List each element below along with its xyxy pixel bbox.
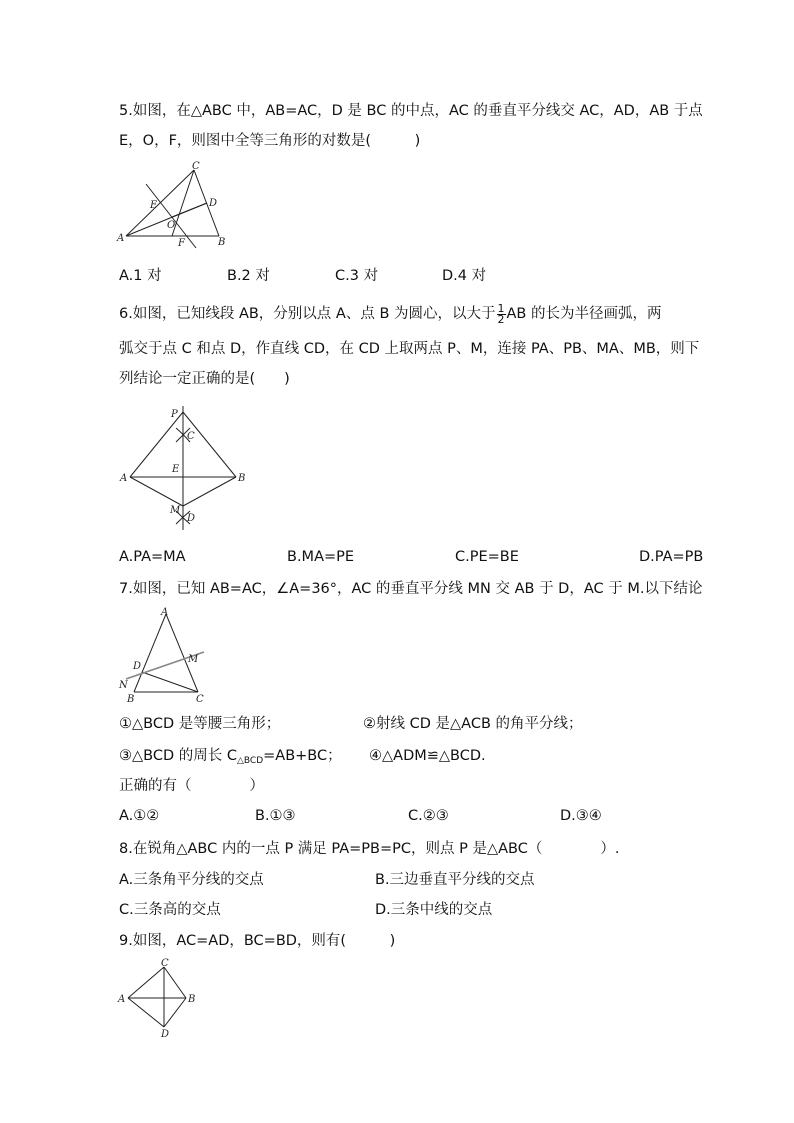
q6-label-c: C [187, 431, 195, 442]
q6-text-pre: 6.如图，已知线段 AB，分别以点 A、点 B 为圆心，以大于 [119, 306, 496, 322]
q6-text-line-1 [119, 303, 662, 325]
q5-perpendicular-bisector [146, 184, 196, 248]
q7-s3-post: =AB+BC； [263, 748, 342, 764]
q9-label-d: D [161, 1029, 170, 1040]
q5-option-a[interactable]: A.1 对 [119, 268, 162, 284]
q7-statement-2: ②射线 CD 是△ACB 的角平分线； [363, 716, 583, 732]
q5-label-o: O [167, 220, 176, 231]
q5-option-b[interactable]: B.2 对 [227, 268, 270, 284]
q7-option-c[interactable]: C.②③ [408, 808, 449, 824]
q6-label-e: E [172, 464, 180, 475]
q5-label-b: B [218, 237, 226, 248]
q7-label-n: N [119, 680, 128, 691]
q5-label-c: C [192, 161, 200, 172]
q7-statement-4: ④△ADM≌△BCD. [369, 748, 486, 764]
q8-option-b[interactable]: B.三边垂直平分线的交点 [375, 872, 535, 888]
q7-label-a: A [161, 607, 169, 618]
q7-label-d: D [133, 661, 142, 672]
q5-label-a: A [117, 233, 125, 244]
q5-label-e: E [150, 200, 158, 211]
q9-segment-ad [128, 998, 164, 1027]
q6-label-p: P [171, 409, 178, 420]
q6-option-c[interactable]: C.PE=BE [455, 549, 519, 565]
q7-side-ac [166, 614, 198, 692]
q5-side-ac [126, 170, 194, 236]
q7-option-d[interactable]: D.③④ [560, 808, 602, 824]
q8-text-line-1: 8.在锐角△ABC 内的一点 P 满足 PA=PB=PC，则点 P 是△ABC（ ）. [119, 841, 620, 857]
q7-option-b[interactable]: B.①③ [255, 808, 296, 824]
q6-label-a: A [120, 473, 128, 484]
fraction-denominator: 2 [497, 312, 505, 326]
q6-label-m: M [170, 505, 181, 516]
q7-label-c: C [196, 694, 204, 705]
q9-segment-db [164, 998, 186, 1027]
q5-segment-od [172, 203, 207, 217]
fraction-numerator: 1 [497, 301, 505, 315]
q6-option-a[interactable]: A.PA=MA [119, 549, 186, 565]
q6-figure [118, 402, 250, 534]
q6-option-b[interactable]: B.MA=PE [287, 549, 355, 565]
q8-option-d[interactable]: D.三条中线的交点 [375, 902, 493, 918]
q7-label-b: B [127, 694, 135, 705]
q5-option-d[interactable]: D.4 对 [442, 268, 487, 284]
q7-text-line-1: 7.如图，已知 AB=AC，∠A=36°，AC 的垂直平分线 MN 交 AB 于 D，AC 于 M.以下结论 [119, 581, 703, 597]
q8-option-a[interactable]: A.三条角平分线的交点 [119, 872, 264, 888]
q7-statement-1: ①△BCD 是等腰三角形； [119, 716, 281, 732]
q9-figure [116, 959, 200, 1039]
q5-figure [116, 160, 236, 252]
q9-label-a: A [118, 994, 126, 1005]
q7-statement-3 [119, 746, 342, 771]
q7-side-ab [134, 614, 166, 692]
q6-text-line-3: 列结论一定正确的是( ) [119, 371, 290, 387]
q6-segment-ma [130, 477, 183, 506]
q7-s3-subscript: △BCD [236, 756, 264, 766]
q7-s3-pre: ③△BCD 的周长 C [119, 748, 237, 764]
q6-text-post: AB 的长为半径画弧，两 [506, 306, 662, 322]
q7-prompt: 正确的有（ ） [119, 778, 264, 794]
q6-label-d: D [187, 513, 196, 524]
q6-segment-mb [183, 477, 236, 506]
q6-text-line-2: 弧交于点 C 和点 D，作直线 CD，在 CD 上取两点 P、M，连接 PA、PB、MA、MB，则下 [119, 341, 700, 357]
q7-figure [116, 606, 216, 706]
q9-label-b: B [188, 994, 196, 1005]
q9-label-c: C [161, 958, 169, 969]
q6-label-b: B [238, 473, 246, 484]
q9-segment-ac [128, 967, 164, 998]
one-half-fraction [497, 301, 506, 326]
q9-segment-cb [164, 967, 186, 998]
q7-option-a[interactable]: A.①② [119, 808, 160, 824]
q5-option-c[interactable]: C.3 对 [335, 268, 379, 284]
q6-segment-pb [183, 412, 236, 477]
q7-segment-dc [142, 672, 198, 692]
q5-text-line-1: 5.如图，在△ABC 中，AB=AC，D 是 BC 的中点，AC 的垂直平分线交 AC，AD，AB 于点 [119, 103, 703, 119]
q5-text-line-2: E，O，F，则图中全等三角形的对数是( ) [119, 133, 421, 149]
q8-option-c[interactable]: C.三条高的交点 [119, 902, 221, 918]
q6-option-d[interactable]: D.PA=PB [639, 549, 704, 565]
q9-text-line-1: 9.如图，AC=AD，BC=BD，则有( ) [119, 933, 396, 949]
q5-segment-co [172, 170, 194, 236]
q7-label-m: M [188, 654, 199, 665]
q5-label-d: D [209, 198, 218, 209]
q5-label-f: F [178, 238, 185, 249]
